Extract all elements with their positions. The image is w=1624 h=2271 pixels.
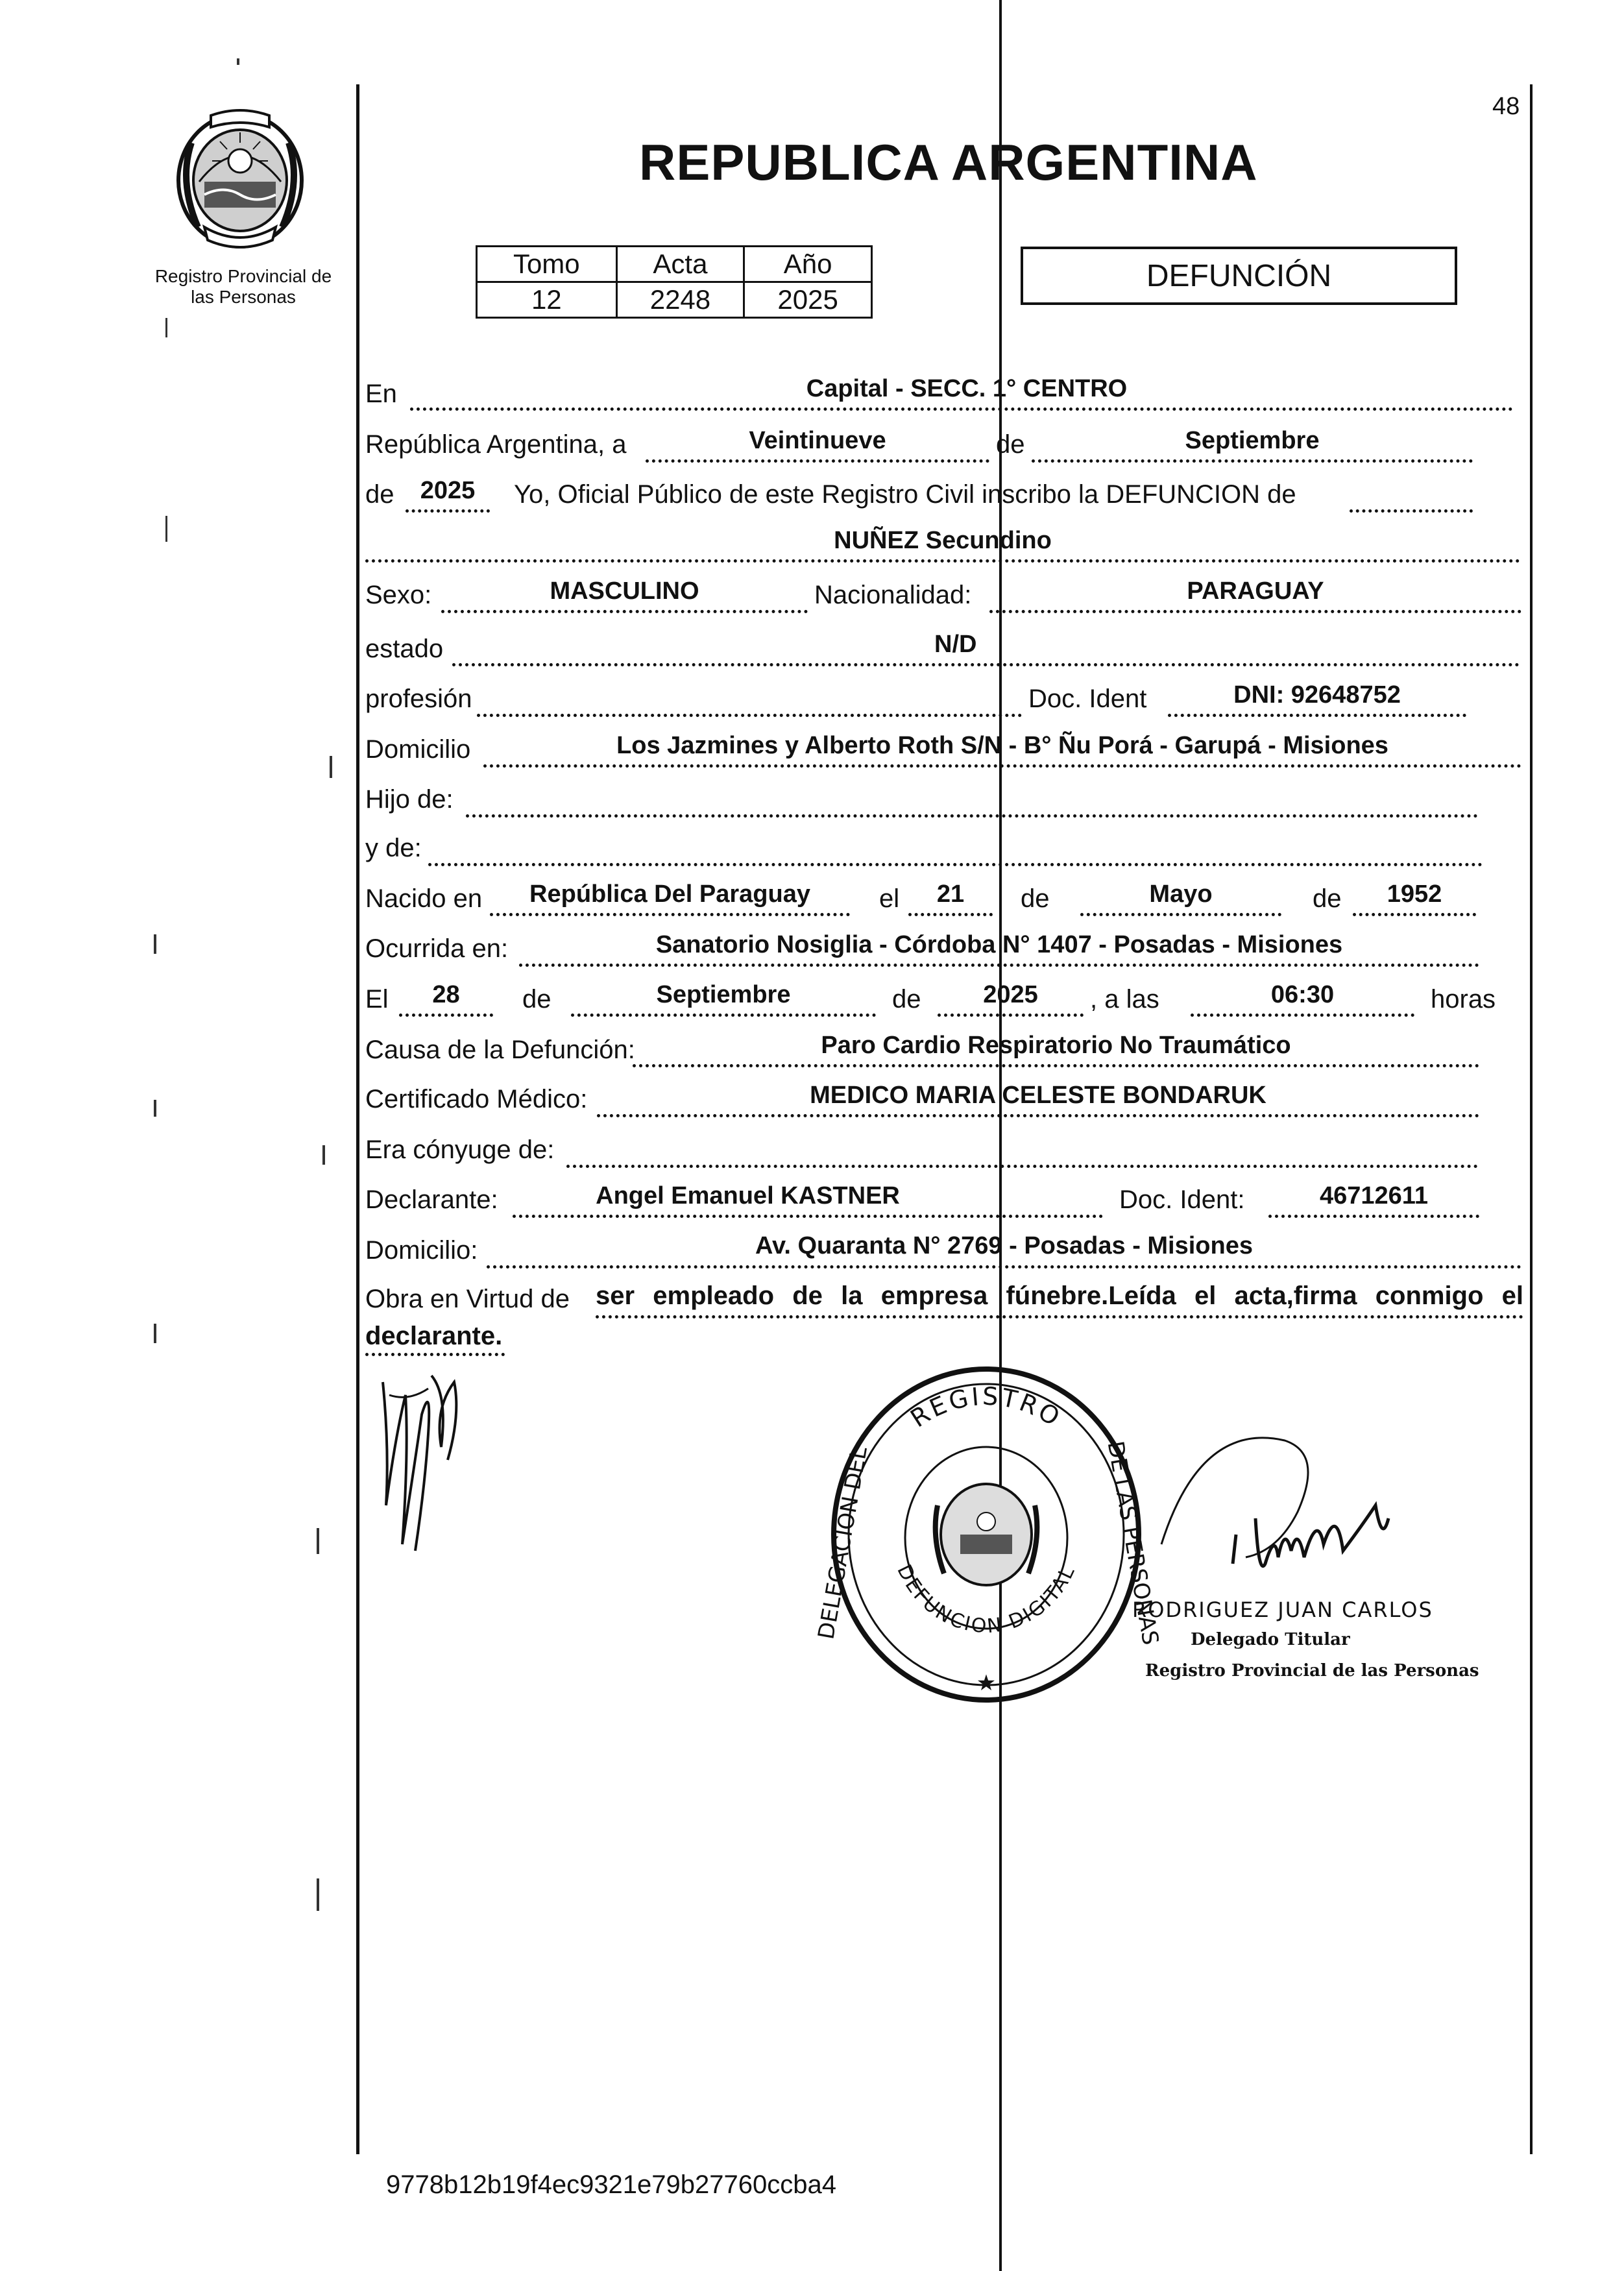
month-value: Septiembre: [1185, 427, 1320, 454]
margin-mark: [317, 1878, 319, 1911]
official-office: Registro Provincial de las Personas: [1145, 1661, 1479, 1681]
deceased-dots: [365, 559, 1520, 563]
domicilio-value: Los Jazmines y Alberto Roth S/N - B° Ñu Porá - Garupá - Misiones: [616, 732, 1388, 759]
conyuge-label: Era cónyuge de:: [365, 1136, 555, 1164]
act-type: DEFUNCIÓN: [1146, 258, 1332, 293]
domicilio2-value: Av. Quaranta N° 2769 - Posadas - Misiones: [755, 1232, 1253, 1259]
nacido-mes: Mayo: [1149, 880, 1213, 908]
de1-label: de: [1021, 884, 1050, 913]
statement-dots: [1350, 509, 1473, 513]
nacionalidad-dots: [989, 610, 1521, 613]
nacionalidad-label: Nacionalidad:: [814, 581, 972, 609]
declarante-value: Angel Emanuel KASTNER: [596, 1182, 900, 1209]
ref-header-anio: Año: [744, 247, 872, 282]
year-prefix-label: de: [365, 480, 394, 509]
domicilio2-dots: [487, 1265, 1521, 1269]
muerte-hora: 06:30: [1270, 981, 1335, 1008]
deceased-name: NUÑEZ Secundino: [834, 527, 1052, 554]
domicilio-label: Domicilio: [365, 735, 471, 764]
ref-value-acta: 2248: [616, 282, 744, 318]
registry-line-2: las Personas: [191, 287, 296, 307]
doc2-value: 46712611: [1320, 1182, 1428, 1209]
certificado-label: Certificado Médico:: [365, 1085, 588, 1113]
country-label: República Argentina, a: [365, 430, 627, 459]
doc-dots: [1168, 714, 1466, 717]
ref-value-anio: 2025: [744, 282, 872, 318]
profesion-dots: [477, 714, 1022, 717]
muerte-anio: 2025: [983, 981, 1038, 1008]
domicilio-dots: [483, 764, 1521, 768]
causa-label: Causa de la Defunción:: [365, 1036, 635, 1064]
fold-line: [999, 0, 1002, 2271]
document-hash: 9778b12b19f4ec9321e79b27760ccba4: [386, 2170, 837, 2199]
registry-line-1: Registro Provincial de: [154, 266, 332, 286]
provincial-seal-icon: [165, 104, 315, 253]
nacido-dia-dots: [908, 913, 993, 916]
obra-value-2: declarante.: [365, 1322, 503, 1350]
declarant-signature: [370, 1356, 474, 1564]
alas-label: , a las: [1090, 985, 1159, 1014]
en-value: Capital - SECC. 1° CENTRO: [806, 375, 1128, 402]
horas-label: horas: [1431, 985, 1496, 1014]
stamp-star-icon: ★: [976, 1671, 997, 1695]
conyuge-dots: [566, 1165, 1478, 1168]
margin-mark: [237, 58, 239, 65]
doc2-dots: [1268, 1215, 1479, 1218]
doc-value: DNI: 92648752: [1233, 681, 1401, 709]
stamp-inner-emblem-icon: [936, 1484, 1037, 1585]
nacido-mes-dots: [1080, 913, 1281, 916]
declarante-label: Declarante:: [365, 1185, 498, 1214]
estado-value: N/D: [934, 631, 977, 658]
doc-label: Doc. Ident: [1028, 685, 1147, 713]
declarante-dots: [513, 1215, 1103, 1218]
margin-mark: [165, 318, 167, 337]
ocurrida-label: Ocurrida en:: [365, 934, 509, 963]
margin-mark: [165, 516, 167, 542]
ocurrida-dots: [519, 964, 1479, 967]
sexo-label: Sexo:: [365, 581, 432, 609]
margin-mark: [322, 1145, 325, 1165]
page-number: 48: [1492, 93, 1520, 120]
certificado-value: MEDICO MARIA CELESTE BONDARUK: [810, 1082, 1266, 1109]
sexo-dots: [441, 610, 808, 613]
el2-label: El: [365, 985, 389, 1014]
estado-label: estado: [365, 635, 444, 663]
obra-dots: [596, 1315, 1523, 1318]
reference-table: [476, 245, 873, 319]
ref-value-tomo: 12: [477, 282, 617, 318]
obra-value: ser empleado de la empresa fúnebre.Leída el acta,firma conmigo el: [596, 1281, 1523, 1310]
day-dots: [646, 459, 989, 463]
official-name: RODRIGUEZ JUAN CARLOS: [1132, 1597, 1433, 1622]
estado-dots: [452, 663, 1520, 666]
year-dots: [406, 509, 490, 513]
muerte-mes: Septiembre: [656, 981, 791, 1008]
profesion-label: profesión: [365, 685, 472, 713]
left-margin-line: [356, 84, 359, 2154]
certificado-dots: [597, 1114, 1479, 1117]
muerte-dia-dots: [399, 1014, 493, 1017]
obra-label: Obra en Virtud de: [365, 1285, 570, 1313]
hijo-label: Hijo de:: [365, 785, 454, 814]
margin-mark: [154, 934, 156, 954]
ref-header-tomo: Tomo: [477, 247, 617, 282]
official-signature: [1103, 1395, 1466, 1609]
muerte-dia: 28: [432, 981, 460, 1008]
doc2-label: Doc. Ident:: [1119, 1185, 1245, 1214]
margin-mark: [330, 756, 332, 778]
el-label: el: [879, 884, 900, 913]
de3-label: de: [522, 985, 551, 1014]
sexo-value: MASCULINO: [550, 577, 699, 605]
stamp-bottom-text: DEFUNCION DIGITAL: [892, 1561, 1080, 1638]
registry-label: [139, 266, 347, 308]
ocurrida-value: Sanatorio Nosiglia - Córdoba N° 1407 - Posadas - Misiones: [655, 931, 1343, 958]
nacido-lugar: República Del Paraguay: [529, 880, 810, 908]
de-label: de: [996, 430, 1025, 459]
de2-label: de: [1313, 884, 1342, 913]
nacionalidad-value: PARAGUAY: [1187, 577, 1324, 605]
year-value: 2025: [420, 477, 476, 504]
page-title: REPUBLICA ARGENTINA: [639, 134, 1258, 191]
statement-text: Yo, Oficial Público de este Registro Civil inscribo la DEFUNCION de: [514, 480, 1296, 509]
en-dots: [410, 407, 1513, 411]
nacido-lugar-dots: [490, 913, 850, 916]
official-role: Delegado Titular: [1191, 1630, 1350, 1649]
ref-header-acta: Acta: [616, 247, 744, 282]
domicilio2-label: Domicilio:: [365, 1236, 478, 1265]
muerte-mes-dots: [571, 1014, 876, 1017]
margin-mark: [154, 1100, 156, 1117]
right-margin-line: [1530, 84, 1533, 2154]
margin-mark: [317, 1528, 319, 1554]
month-dots: [1032, 459, 1473, 463]
de4-label: de: [892, 985, 921, 1014]
hijo-dots: [466, 814, 1478, 818]
muerte-hora-dots: [1191, 1014, 1414, 1017]
stamp-right-text: DE LAS PERSONAS: [1102, 1439, 1164, 1647]
nacido-anio-dots: [1353, 913, 1476, 916]
nacido-label: Nacido en: [365, 884, 483, 913]
causa-dots: [633, 1064, 1479, 1067]
stamp-top-text: REGISTRO: [905, 1381, 1067, 1433]
stamp-left-text: DELEGACIÓN DEL: [813, 1444, 873, 1642]
yde-label: y de:: [365, 834, 422, 862]
yde-dots: [428, 863, 1483, 866]
nacido-dia: 21: [936, 880, 965, 908]
en-label: En: [365, 380, 397, 408]
svg-text:REGISTRO: [905, 1382, 1067, 1433]
day-words: Veintinueve: [749, 427, 886, 454]
muerte-anio-dots: [938, 1014, 1084, 1017]
nacido-anio: 1952: [1387, 880, 1442, 908]
causa-value: Paro Cardio Respiratorio No Traumático: [821, 1032, 1291, 1059]
margin-mark: [154, 1324, 156, 1343]
act-type-box: [1021, 247, 1457, 305]
